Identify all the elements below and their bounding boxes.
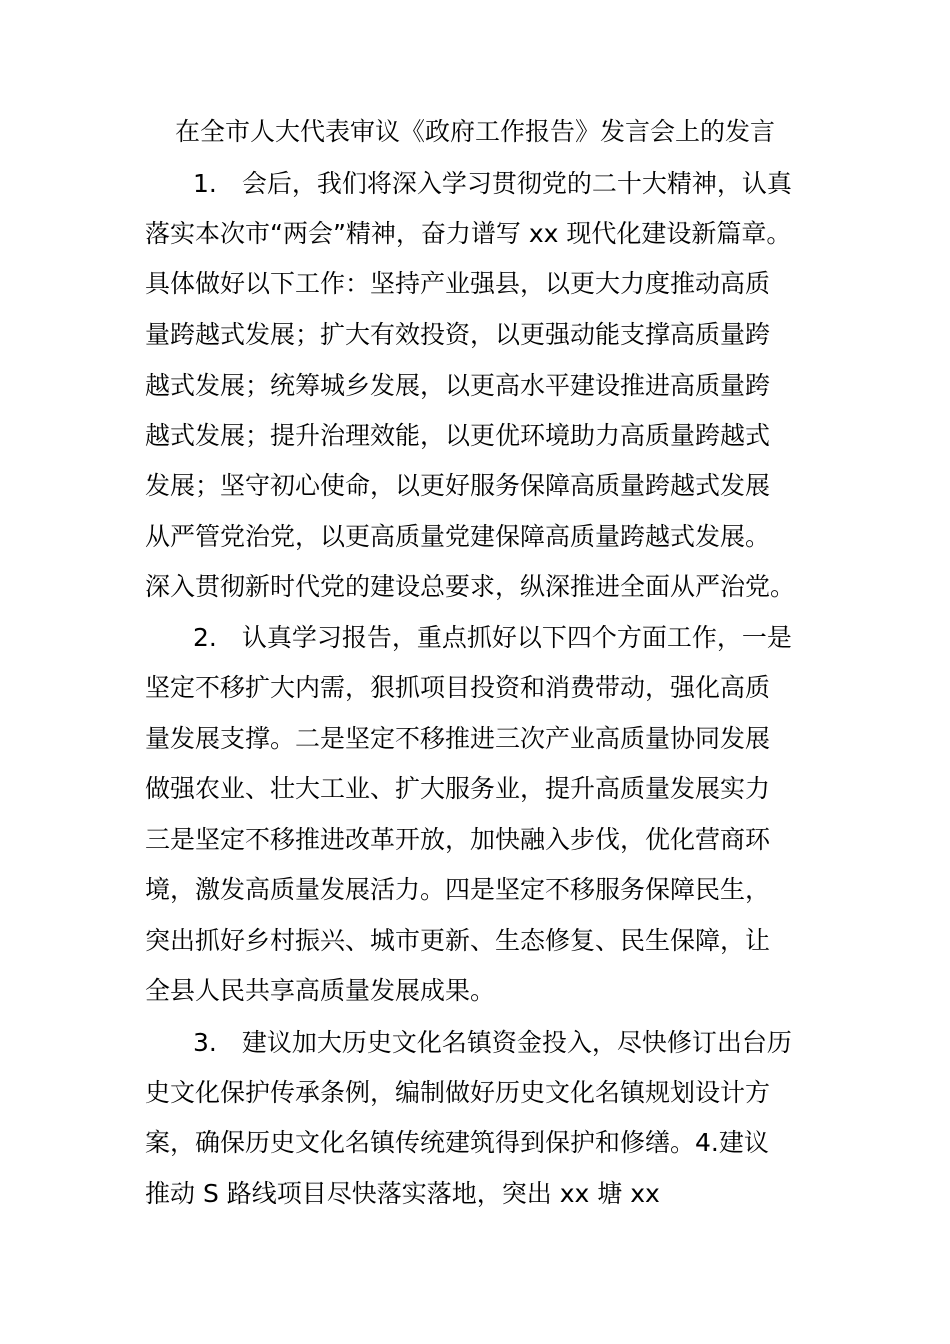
paragraph-line: 越式发展；统筹城乡发展，以更高水平建设推进高质量跨: [145, 371, 771, 400]
paragraph-line: 突出抓好乡村振兴、城市更新、生态修复、民生保障，让: [145, 926, 771, 955]
paragraph-line: 全县人民共享高质量发展成果。: [145, 976, 496, 1005]
document-title: 在全市人大代表审议《政府工作报告》发言会上的发言: [174, 117, 775, 146]
paragraph-line: 2. 认真学习报告，重点抓好以下四个方面工作，一是: [193, 623, 792, 652]
paragraph-line: 从严管党治党，以更高质量党建保障高质量跨越式发展。: [145, 522, 771, 551]
paragraph-line: 做强农业、壮大工业、扩大服务业，提升高质量发展实力: [145, 774, 771, 803]
paragraph-line: 推动 S 路线项目尽快落实落地，突出 xx 塘 xx: [145, 1179, 660, 1208]
paragraph-line: 深入贯彻新时代党的建设总要求，纵深推进全面从严治党。: [145, 572, 796, 601]
paragraph-line: 3. 建议加大历史文化名镇资金投入，尽快修订出台历: [193, 1028, 792, 1057]
paragraph-line: 量跨越式发展；扩大有效投资，以更强动能支撑高质量跨: [145, 320, 771, 349]
paragraph-line: 落实本次市“两会”精神，奋力谱写 xx 现代化建设新篇章。: [145, 219, 792, 248]
paragraph-line: 史文化保护传承条例，编制做好历史文化名镇规划设计方: [145, 1078, 771, 1107]
paragraph-line: 境，激发高质量发展活力。四是坚定不移服务保障民生，: [145, 875, 771, 904]
paragraph-line: 具体做好以下工作：坚持产业强县，以更大力度推动高质: [145, 269, 771, 298]
paragraph-line: 越式发展；提升治理效能，以更优环境助力高质量跨越式: [145, 421, 771, 450]
paragraph-line: 1. 会后，我们将深入学习贯彻党的二十大精神，认真: [193, 169, 792, 198]
paragraph-line: 三是坚定不移推进改革开放，加快融入步伐，优化营商环: [145, 825, 771, 854]
paragraph-line: 案，确保历史文化名镇传统建筑得到保护和修缮。4.建议: [145, 1128, 769, 1157]
paragraph-line: 发展；坚守初心使命，以更好服务保障高质量跨越式发展: [145, 471, 771, 500]
paragraph-line: 坚定不移扩大内需，狠抓项目投资和消费带动，强化高质: [145, 673, 771, 702]
paragraph-line: 量发展支撑。二是坚定不移推进三次产业高质量协同发展: [145, 724, 771, 753]
